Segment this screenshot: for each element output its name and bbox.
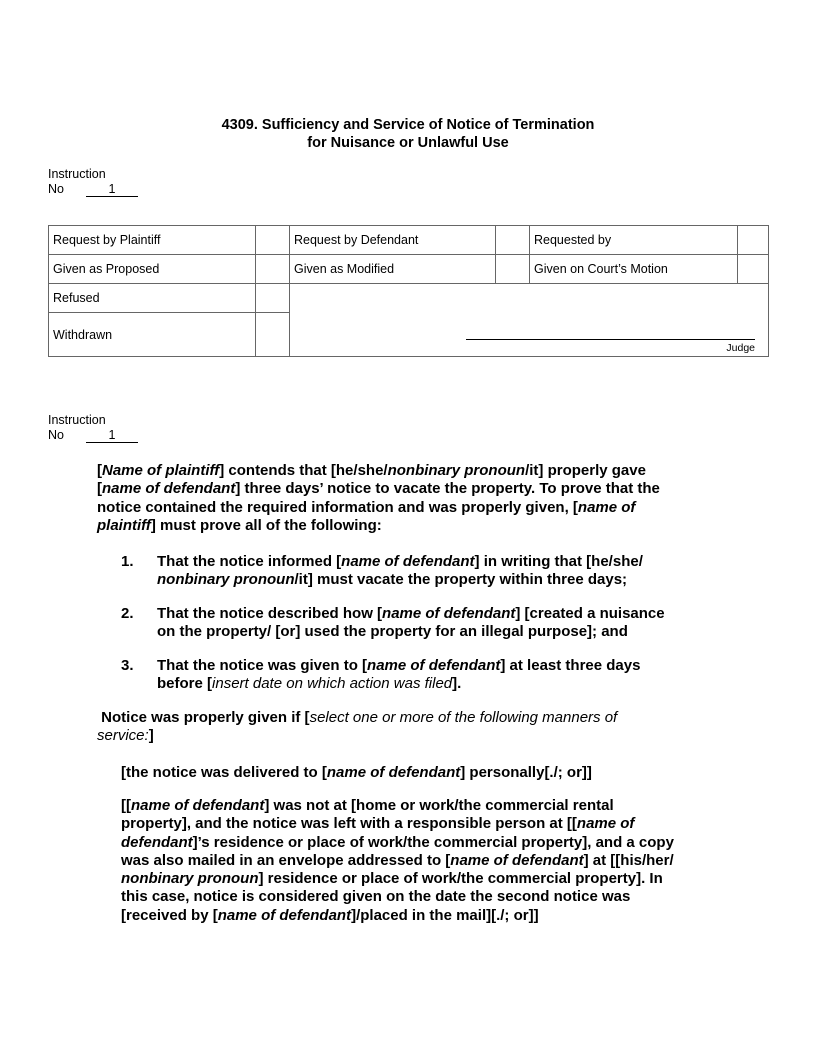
text-segment: ] personally[./; or]] (460, 764, 592, 781)
element-2 (157, 605, 665, 642)
text-segment: notice contained the required information and was properly given, [ (97, 498, 578, 516)
judge-signature-line[interactable] (466, 339, 755, 340)
label-withdrawn: Withdrawn (49, 313, 256, 357)
checkbox-given-as-proposed[interactable] (256, 255, 290, 284)
instruction-title (0, 116, 816, 152)
placeholder-segment: name of defendant (326, 764, 461, 781)
text-line (121, 764, 592, 782)
placeholder-segment: name of (576, 815, 635, 833)
checkbox-request-by-plaintiff[interactable] (256, 226, 290, 255)
element-3 (157, 657, 640, 694)
text-segment: ] at least three days (500, 657, 641, 674)
text-line (157, 657, 640, 675)
title-line-1: 4309. Sufficiency and Service of Notice of Termination (221, 117, 595, 133)
instruction-number-field[interactable]: 1 (86, 429, 138, 443)
text-segment: That the notice was given to [ (157, 657, 368, 674)
text-line (97, 727, 617, 745)
text-line (121, 907, 674, 925)
instruction-number-field[interactable]: 1 (86, 183, 138, 197)
label-request-by-defendant: Request by Defendant (290, 226, 496, 255)
text-line (157, 605, 665, 623)
element-number: 3. (121, 657, 134, 674)
no-label: No (48, 182, 64, 196)
placeholder-segment: nonbinary pronoun (121, 870, 259, 888)
text-segment: /it] properly gave (525, 462, 646, 479)
checkbox-given-as-modified[interactable] (496, 255, 530, 284)
checkbox-requested-by[interactable] (738, 226, 769, 255)
no-label: No (48, 428, 64, 442)
text-line (97, 709, 617, 727)
text-line (97, 480, 660, 498)
text-line (97, 462, 660, 480)
text-line (121, 852, 674, 870)
text-line (121, 888, 674, 906)
label-requested-by: Requested by (530, 226, 738, 255)
text-segment: ] in writing that [he/she/ (474, 553, 643, 570)
text-line (157, 553, 643, 571)
text-segment: was also mailed in an envelope addressed to [ (121, 851, 451, 869)
placeholder-segment: name of defendant (131, 797, 265, 814)
placeholder-segment: name of defendant (382, 605, 516, 622)
text-line (157, 571, 643, 589)
placeholder-segment: nonbinary pronoun (387, 462, 526, 479)
text-segment: That the notice described how [ (157, 605, 383, 622)
placeholder-segment: name of defendant (217, 906, 352, 924)
text-segment: ] contends that [he/she/ (219, 462, 388, 479)
placeholder-segment: insert date on which action was filed (212, 675, 453, 693)
text-segment: ] residence or place of work/the commercial property]. In (258, 870, 663, 888)
judge-signature-area (290, 284, 769, 357)
text-segment: this case, notice is considered given on the date the second notice was (121, 888, 631, 906)
label-given-on-courts-motion: Given on Court’s Motion (530, 255, 738, 284)
text-segment: That the notice informed [ (157, 553, 342, 570)
placeholder-segment: defendant (121, 833, 193, 851)
instruction-number-top (48, 167, 138, 197)
instruction-label: Instruction (48, 167, 106, 181)
text-segment: ] (148, 727, 154, 745)
placeholder-segment: nonbinary pronoun (157, 571, 295, 589)
intro-paragraph (97, 462, 660, 535)
element-number: 1. (121, 553, 134, 570)
placeholder-segment: name of defendant (341, 553, 475, 570)
placeholder-segment: Name of plaintiff (102, 462, 220, 479)
placeholder-segment: name of defendant (367, 657, 501, 674)
service-personal-paragraph (121, 764, 592, 782)
text-line (121, 870, 674, 888)
text-segment: ] [created a nuisance (515, 605, 665, 622)
text-segment: [[ (121, 797, 131, 814)
instruction-label: Instruction (48, 413, 106, 427)
placeholder-segment: name of defendant (102, 480, 236, 498)
text-segment: ]. (452, 675, 462, 693)
label-given-as-proposed: Given as Proposed (49, 255, 256, 284)
text-line (97, 499, 660, 517)
title-line-2: for Nuisance or Unlawful Use (307, 135, 509, 151)
service-substituted-paragraph (121, 797, 674, 925)
text-line (97, 517, 660, 535)
text-line (157, 675, 640, 693)
placeholder-segment: service: (97, 727, 149, 745)
text-segment: on the property/ [or] used the property for an illegal purpose]; and (157, 623, 628, 641)
element-1 (157, 553, 643, 590)
checkbox-request-by-defendant[interactable] (496, 226, 530, 255)
text-segment: ] three days’ notice to vacate the property. To prove that the (235, 480, 660, 498)
text-line (157, 623, 665, 641)
text-segment: [ (97, 462, 102, 479)
placeholder-segment: name of defendant (450, 851, 584, 869)
text-segment: [ (97, 480, 102, 498)
checkbox-refused[interactable] (256, 284, 290, 313)
text-segment: ] must prove all of the following: (150, 516, 382, 534)
text-segment: ] was not at [home or work/the commercial rental (264, 797, 614, 814)
label-refused: Refused (49, 284, 256, 313)
checkbox-withdrawn[interactable] (256, 313, 290, 357)
text-segment: before [ (157, 675, 213, 693)
label-given-as-modified: Given as Modified (290, 255, 496, 284)
checkbox-given-on-courts-motion[interactable] (738, 255, 769, 284)
label-request-by-plaintiff: Request by Plaintiff (49, 226, 256, 255)
placeholder-segment: name of (577, 498, 636, 516)
text-line (121, 815, 674, 833)
instruction-number-bottom (48, 413, 138, 443)
text-line (121, 834, 674, 852)
text-segment: ]’s residence or place of work/the commercial property], and a copy (192, 833, 674, 851)
service-intro-paragraph (97, 709, 617, 746)
text-segment: [the notice was delivered to [ (121, 764, 327, 781)
placeholder-segment: plaintiff (97, 516, 151, 534)
placeholder-segment: select one or more of the following manners of (309, 709, 618, 726)
text-segment: property], and the notice was left with a responsible person at [[ (121, 815, 577, 833)
text-line (121, 797, 674, 815)
text-segment: [received by [ (121, 906, 218, 924)
judge-label: Judge (726, 342, 755, 354)
text-segment: Notice was properly given if [ (97, 709, 310, 726)
disposition-table (48, 225, 769, 357)
text-segment: ] at [[his/her/ (583, 851, 674, 869)
text-segment: /it] must vacate the property within three days; (294, 571, 628, 589)
text-segment: ]/placed in the mail][./; or]] (351, 906, 539, 924)
element-number: 2. (121, 605, 134, 622)
